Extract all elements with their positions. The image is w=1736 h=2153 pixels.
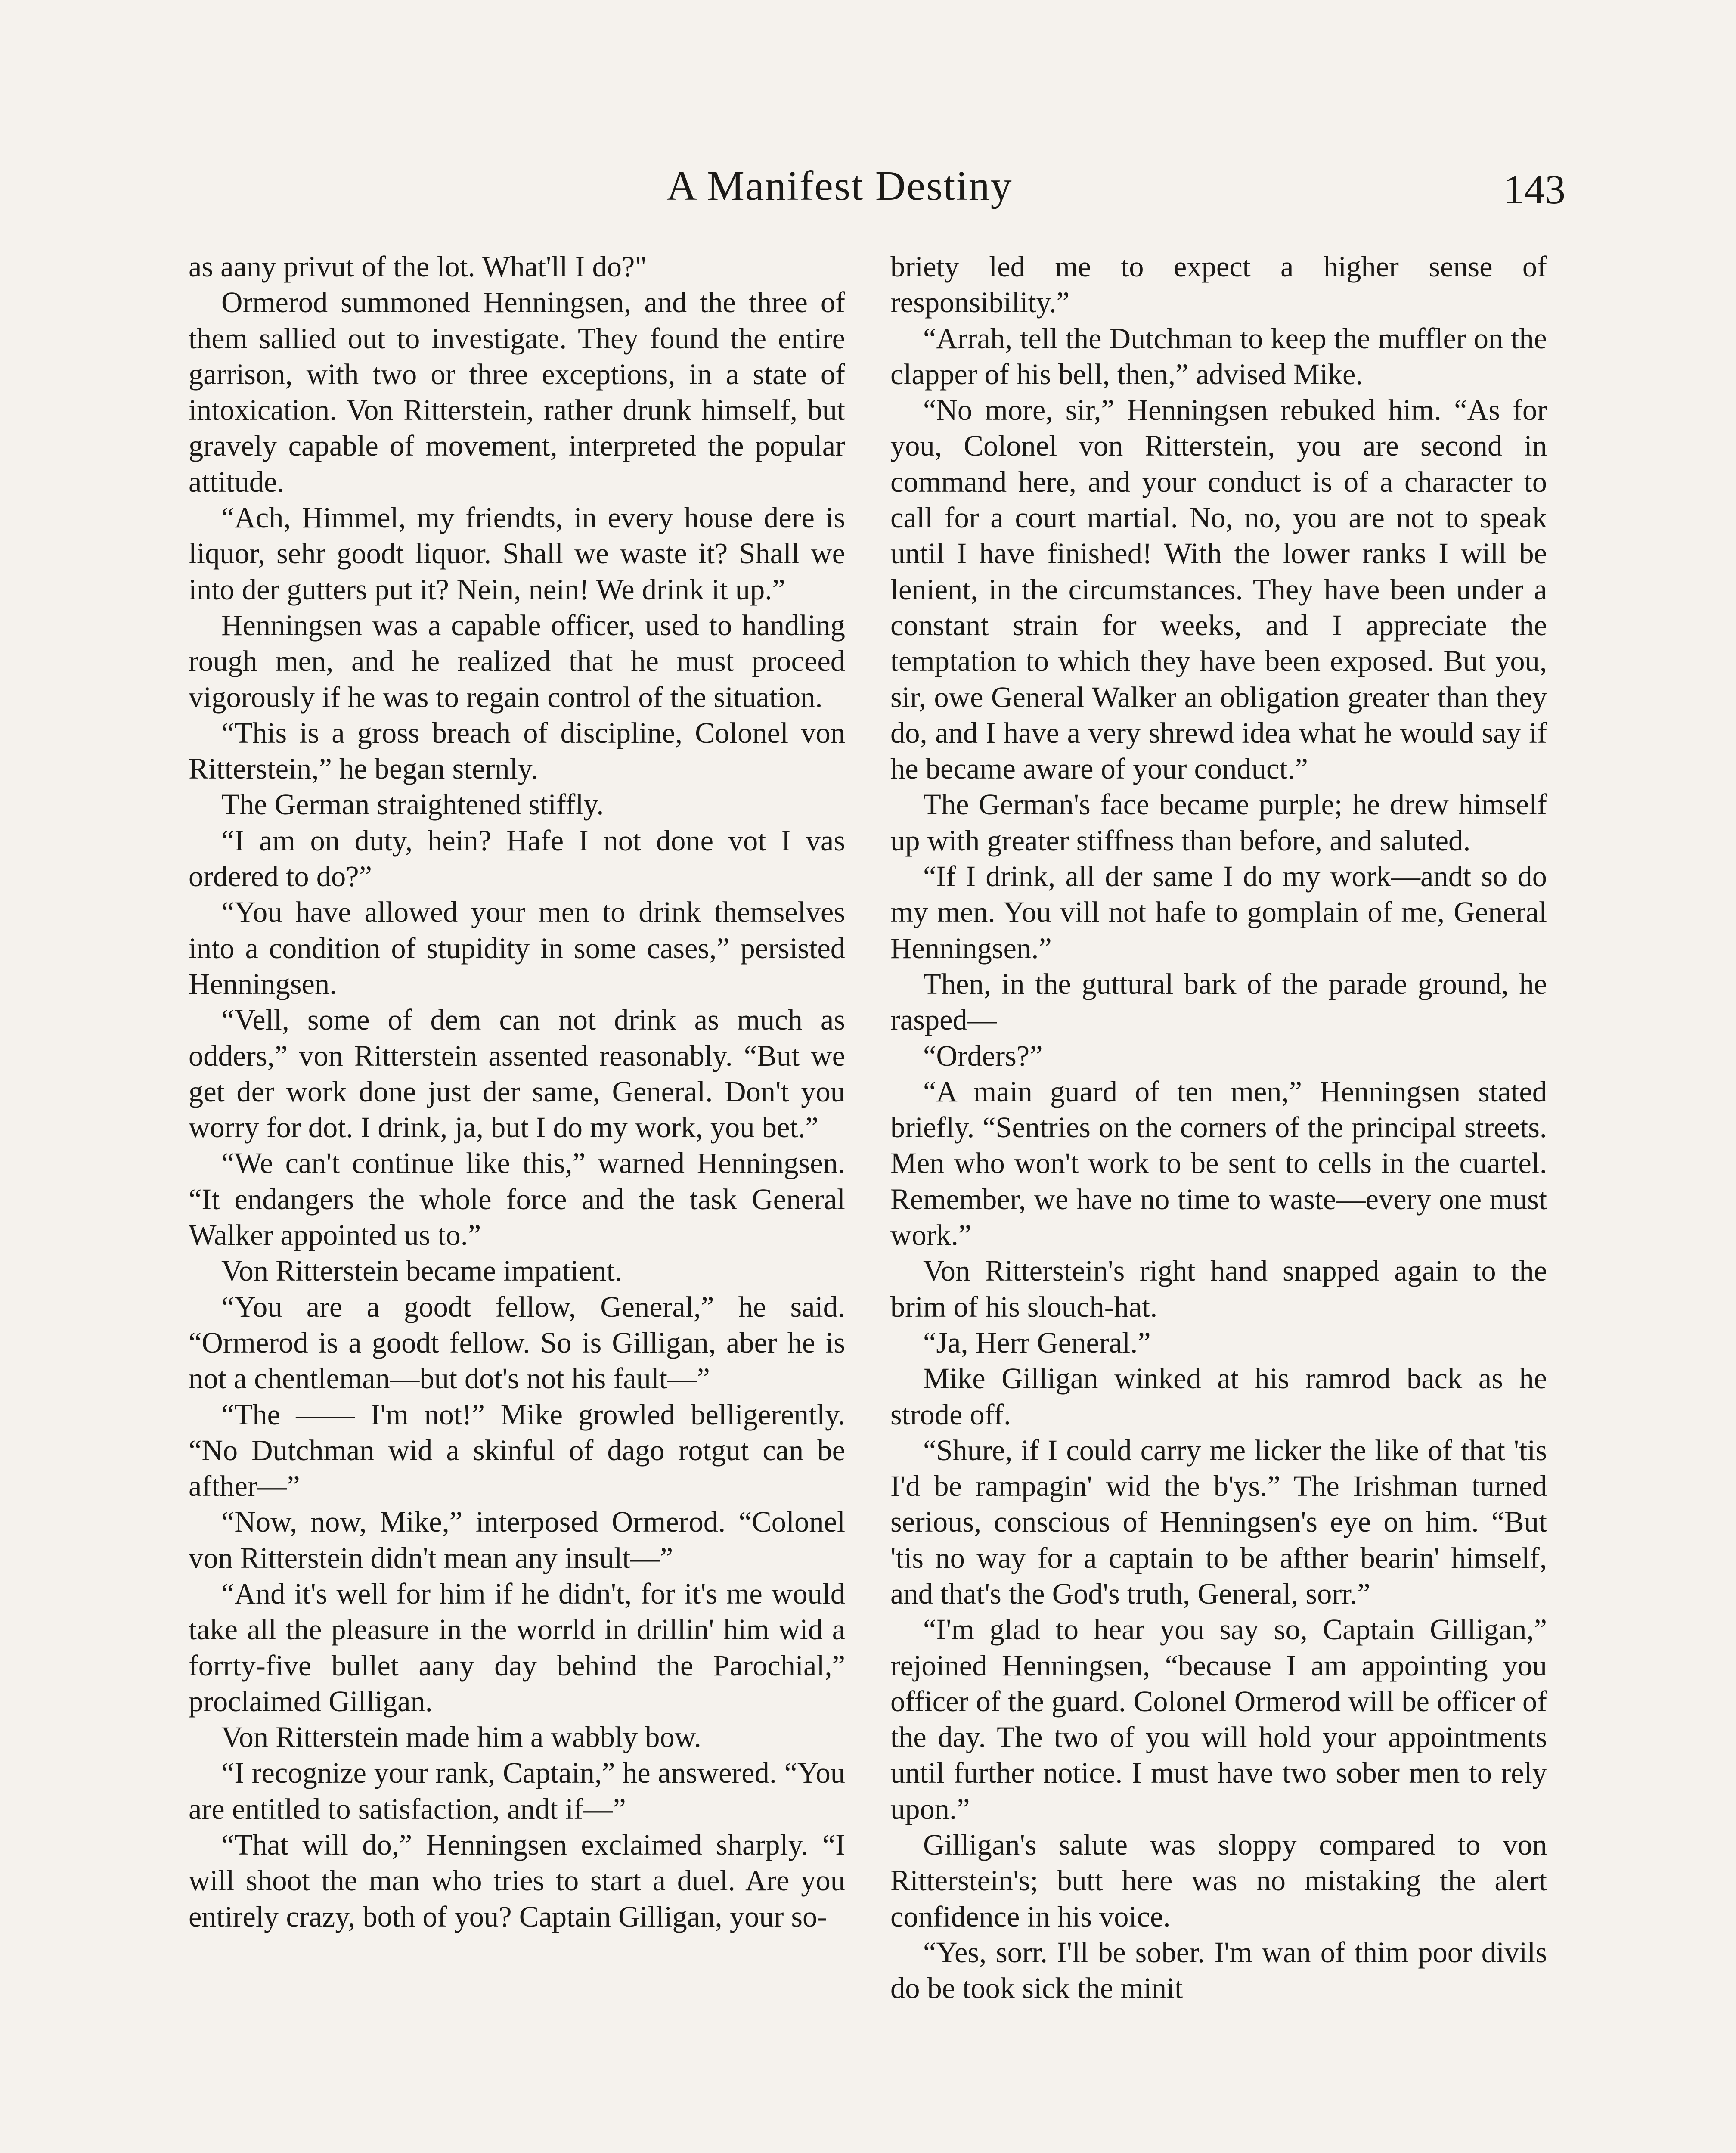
paragraph: The German straightened stiffly.	[221, 788, 604, 821]
paragraph: Then, in the guttural bark of the parade ground, he rasped—	[890, 967, 1547, 1036]
paragraph: Ormerod summoned Henningsen, and the three of them sallied out to investigate. They found the entire garrison, with two or three exceptions, in a state of intoxication. Von Ritterstein, rather drunk himself, but gravely capable of movement, interpreted the popular attitude.	[189, 286, 845, 498]
paragraph: Von Ritterstein's right hand snapped again to the brim of his slouch-hat.	[890, 1254, 1547, 1323]
paragraph: Mike Gilligan winked at his ramrod back as he strode off.	[890, 1362, 1547, 1431]
paragraph: “Shure, if I could carry me licker the like of that 'tis I'd be rampagin' wid the b'ys.” The Irishman turned serious, conscious of Henningsen's eye on him. “But 'tis no way for a captain to be afther bearin' himself, and that's the God's truth, General, sorr.”	[890, 1433, 1547, 1610]
paragraph: Henningsen was a capable officer, used to handling rough men, and he realized that he must proceed vigorously if he was to regain control of the situation.	[189, 608, 845, 714]
paragraph: as aany privut of the lot. What'll I do?"	[189, 250, 647, 283]
paragraph: “If I drink, all der same I do my work—andt so do my men. You vill not hafe to gomplain of me, General Henningsen.”	[890, 860, 1547, 965]
paragraph: “This is a gross breach of discipline, Colonel von Ritterstein,” he began sternly.	[189, 716, 845, 785]
paragraph: “The —— I'm not!” Mike growled belligerently. “No Dutchman wid a skinful of dago rotgut can be afther—”	[189, 1398, 845, 1503]
paragraph: briety led me to expect a higher sense of responsibility.”	[890, 250, 1547, 319]
paragraph: “I am on duty, hein? Hafe I not done vot I vas ordered to do?”	[189, 824, 845, 893]
paragraph: “Now, now, Mike,” interposed Ormerod. “Colonel von Ritterstein didn't mean any insult—”	[189, 1505, 845, 1574]
paragraph: “You are a goodt fellow, General,” he said. “Ormerod is a goodt fellow. So is Gilligan, aber he is not a chentleman—but dot's not his fault—”	[189, 1290, 845, 1395]
paragraph: “You have allowed your men to drink themselves into a condition of stupidity in some cases,” persisted Henningsen.	[189, 896, 845, 1000]
left-text-column	[189, 249, 845, 1935]
paragraph: “And it's well for him if he didn't, for it's me would take all the pleasure in the worrld in drillin' him wid a forrty-five bullet aany day behind the Parochial,” proclaimed Gilligan.	[189, 1577, 845, 1718]
page-number: 143	[1504, 166, 1566, 212]
paragraph: “We can't continue like this,” warned Henningsen. “It endangers the whole force and the task General Walker appointed us to.”	[189, 1147, 845, 1252]
paragraph: “Ja, Herr General.”	[923, 1326, 1151, 1359]
paragraph: Gilligan's salute was sloppy compared to von Ritterstein's; butt here was no mistaking the alert confidence in his voice.	[890, 1828, 1547, 1933]
paragraph: Von Ritterstein made him a wabbly bow.	[221, 1721, 701, 1754]
paragraph: “No more, sir,” Henningsen rebuked him. “As for you, Colonel von Ritterstein, you are second in command here, and your conduct is of a character to call for a court martial. No, no, you are not to speak until I have finished! With the lower ranks I will be lenient, in the circumstances. They have been under a constant strain for weeks, and I appreciate the temptation to which they have been exposed. But you, sir, owe General Walker an obligation greater than they do, and I have a very shrewd idea what he would say if he became aware of your conduct.”	[890, 394, 1547, 785]
paragraph: “A main guard of ten men,” Henningsen stated briefly. “Sentries on the corners of the principal streets. Men who won't work to be sent to cells in the cuartel. Remember, we have no time to waste—every one must work.”	[890, 1075, 1547, 1252]
paragraph: “Ach, Himmel, my friendts, in every house dere is liquor, sehr goodt liquor. Shall we waste it? Shall we into der gutters put it? Nein, nein! We drink it up.”	[189, 501, 845, 606]
running-header	[0, 160, 1736, 212]
paragraph: “That will do,” Henningsen exclaimed sharply. “I will shoot the man who tries to start a duel. Are you entirely crazy, both of you? Captain Gilligan, your so-	[189, 1828, 845, 1933]
right-text-column	[890, 249, 1547, 2007]
paragraph: Von Ritterstein became impatient.	[221, 1254, 622, 1287]
paragraph: “Orders?”	[923, 1039, 1043, 1072]
paragraph: “I recognize your rank, Captain,” he answered. “You are entitled to satisfaction, andt if—”	[189, 1756, 845, 1825]
paragraph: “I'm glad to hear you say so, Captain Gilligan,” rejoined Henningsen, “because I am appointing you officer of the guard. Colonel Ormerod will be officer of the day. The two of you will hold your appointments until further notice. I must have two sober men to rely upon.”	[890, 1613, 1547, 1825]
running-title: A Manifest Destiny	[666, 163, 1013, 209]
paragraph: “Arrah, tell the Dutchman to keep the muffler on the clapper of his bell, then,” advised Mike.	[890, 322, 1547, 391]
paragraph: The German's face became purple; he drew himself up with greater stiffness than before, and saluted.	[890, 788, 1547, 857]
paragraph: “Vell, some of dem can not drink as much as odders,” von Ritterstein assented reasonably. “But we get der work done just der same, General. Don't you worry for dot. I drink, ja, but I do my work, you bet.”	[189, 1003, 845, 1144]
paragraph: “Yes, sorr. I'll be sober. I'm wan of thim poor divils do be took sick the minit	[890, 1936, 1547, 2005]
